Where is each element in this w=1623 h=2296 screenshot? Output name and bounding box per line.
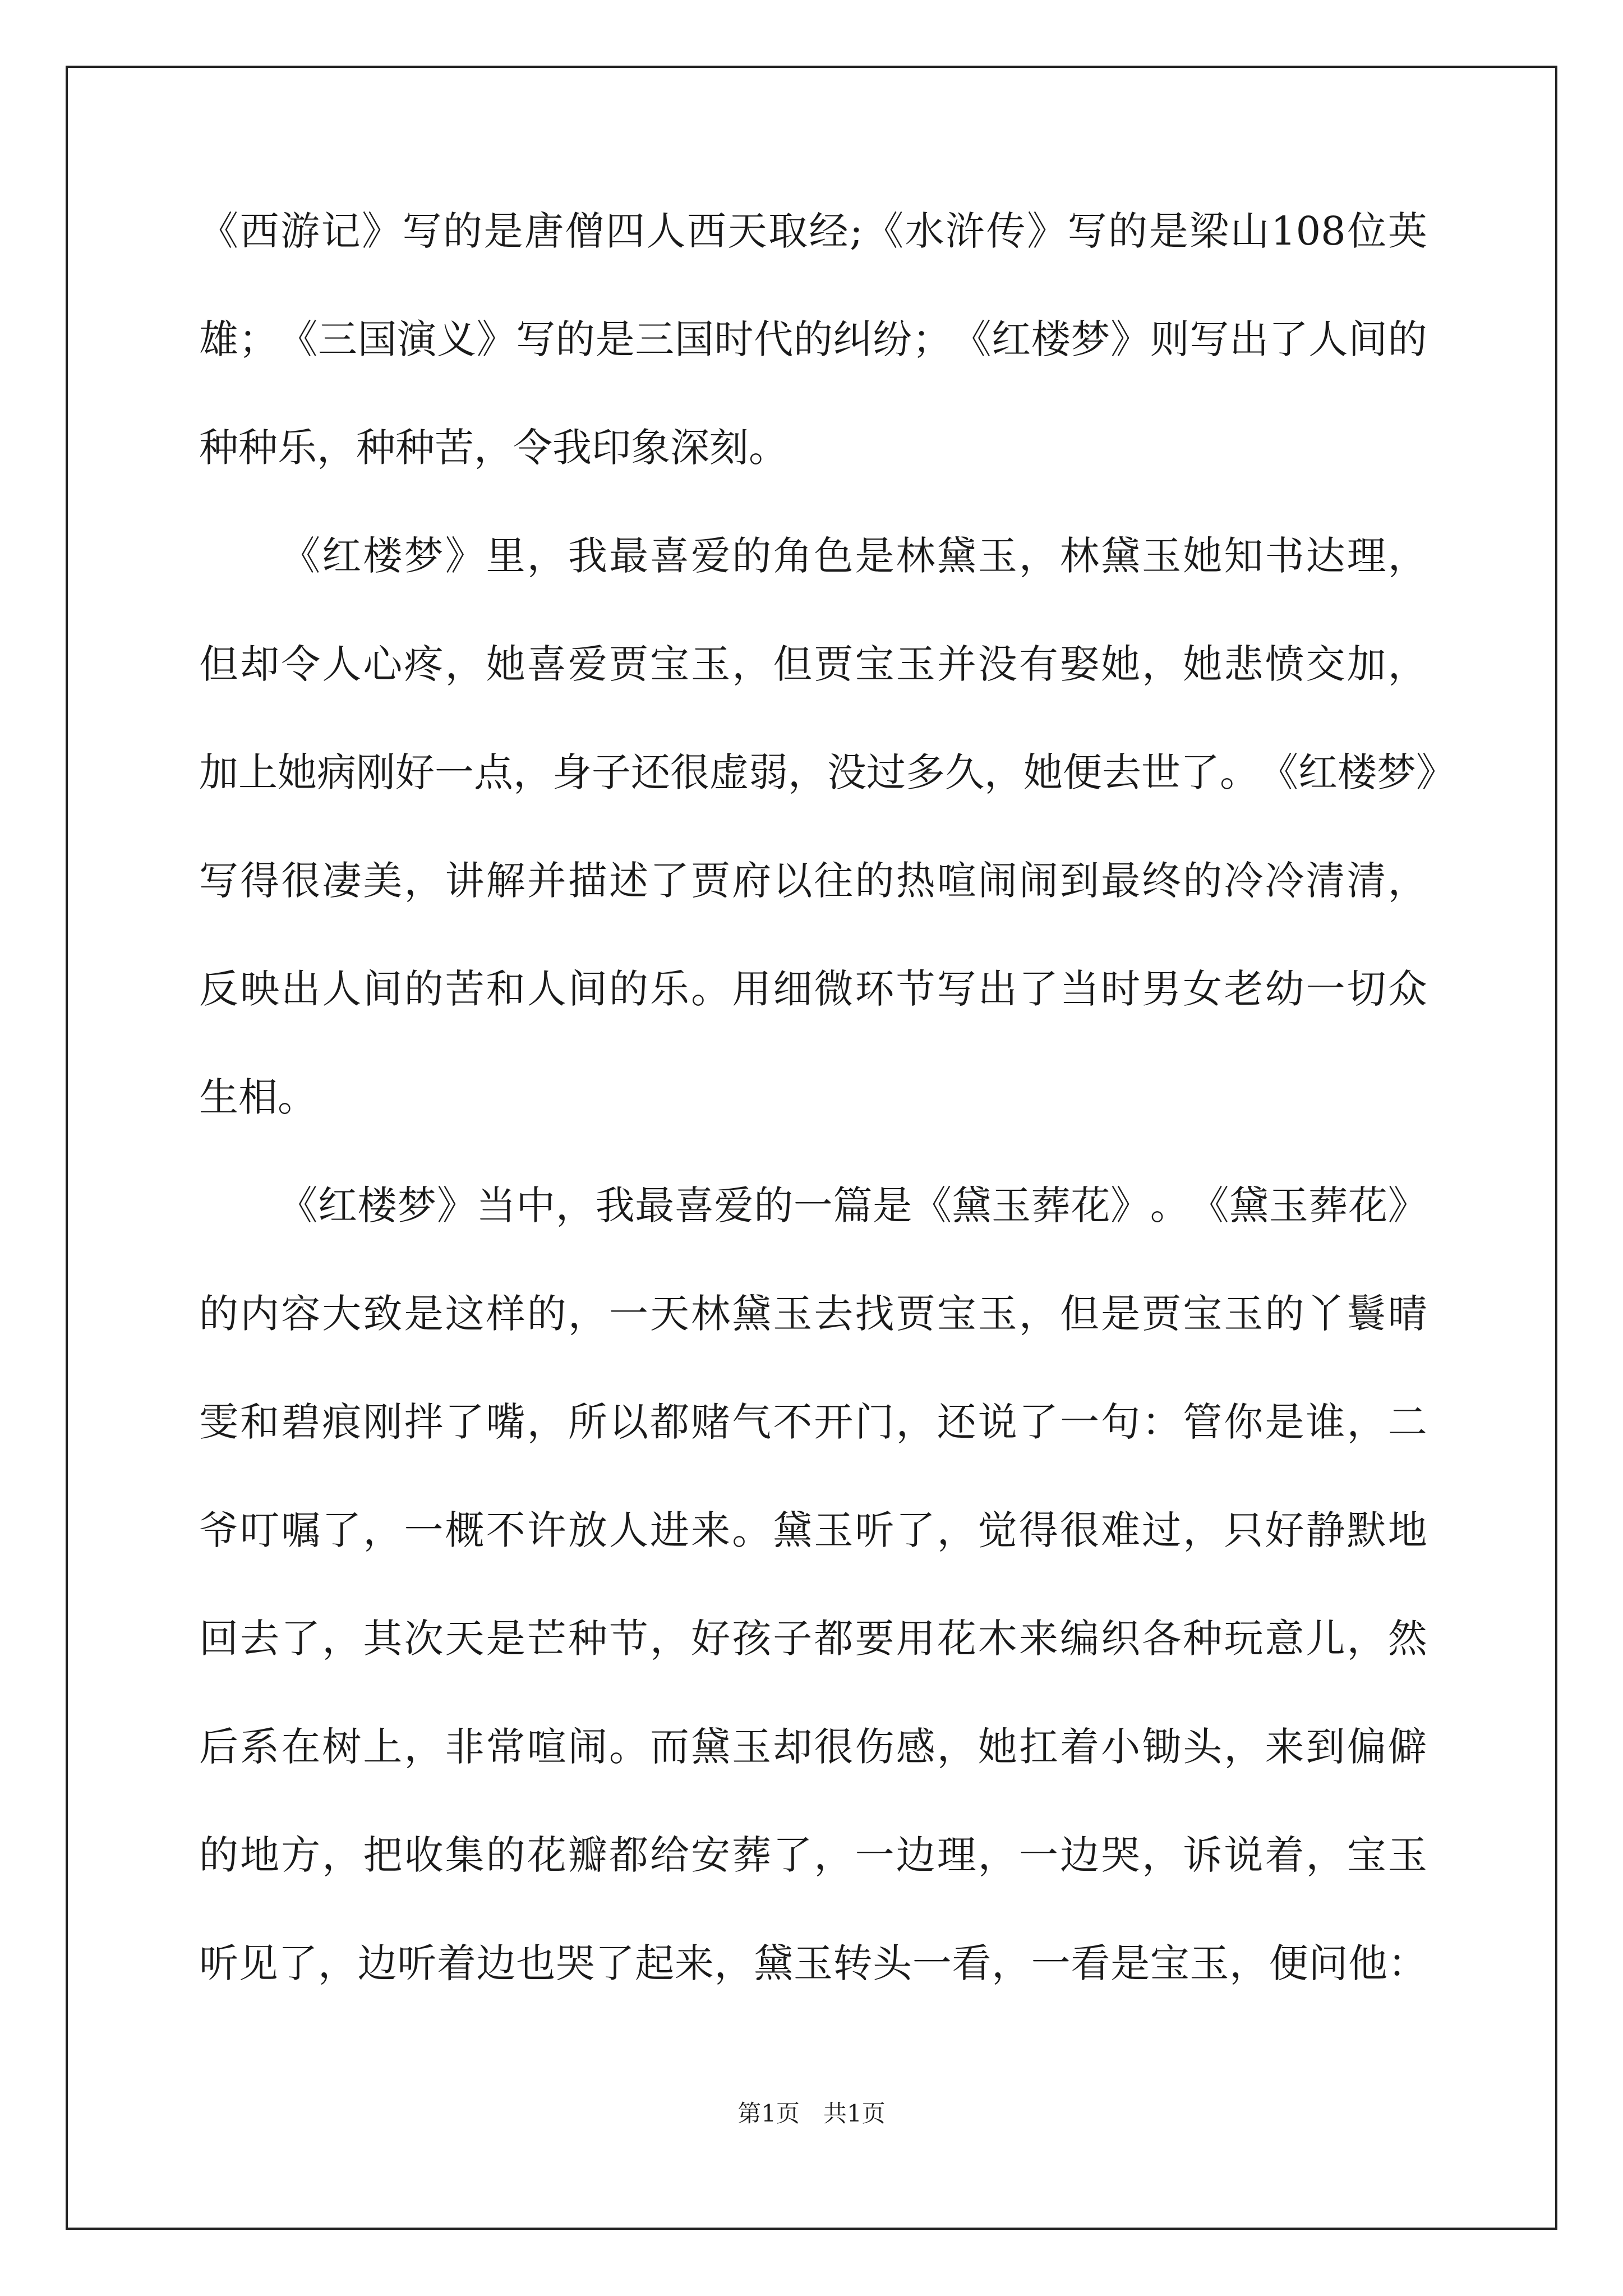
text-line: 的 内 容 大 致 是 这 样 的 ， 一 天 林 黛 玉 去 找 贾 宝 玉 ， 但 是 贾 宝 玉 的 丫 鬟 晴 [199,1291,1427,1337]
text-line: 加 上 她 病 刚 好 一 点 ， 身 子 还 很 虚 弱 ， 没 过 多 久 ， 她 便 去 世 了 。 《 红 楼 梦 》 [199,749,1455,795]
page-border [66,66,1557,2230]
text-line: 爷 叮 嘱 了 ， 一 概 不 许 放 人 进 来 。 黛 玉 听 了 ， 觉 得 很 难 过 ， 只 好 静 默 地 [199,1507,1427,1553]
text-line: 雯 和 碧 痕 刚 拌 了 嘴 ， 所 以 都 赌 气 不 开 门 ， 还 说 了 一 句 ： 管 你 是 谁 ， 二 [199,1399,1427,1445]
text-line: 回 去 了 ， 其 次 天 是 芒 种 节 ， 好 孩 子 都 要 用 花 木 来 编 织 各 种 玩 意 儿 ， 然 [199,1616,1427,1662]
text-line: 听 见 了 ， 边 听 着 边 也 哭 了 起 来 ， 黛 玉 转 头 一 看 ， 一 看 是 宝 玉 ， 便 问 他 ： [199,1940,1427,1986]
text-line: 雄 ； 《 三 国 演 义 》 写 的 是 三 国 时 代 的 纠 纷 ； 《 红 楼 梦 》 则 写 出 了 人 间 的 [199,316,1427,362]
text-line: 但 却 令 人 心 疼 ， 她 喜 爱 贾 宝 玉 ， 但 贾 宝 玉 并 没 有 娶 她 ， 她 悲 愤 交 加 ， [199,641,1427,687]
text-line: 《 红 楼 梦 》 当 中 ， 我 最 喜 爱 的 一 篇 是 《 黛 玉 葬 花 》 。 《 黛 玉 葬 花 》 [278,1182,1427,1228]
text-line: 写 得 很 凄 美 ， 讲 解 并 描 述 了 贾 府 以 往 的 热 喧 闹 闹 到 最 终 的 冷 冷 清 清 ， [199,858,1427,904]
text-line: 的 地 方 ， 把 收 集 的 花 瓣 都 给 安 葬 了 ， 一 边 理 ， 一 边 哭 ， 诉 说 着 ， 宝 玉 [199,1832,1427,1878]
page-number: 第1页 共1页 [737,2100,886,2127]
text-line: 反 映 出 人 间 的 苦 和 人 间 的 乐 。 用 细 微 环 节 写 出 了 当 时 男 女 老 幼 一 切 众 [199,966,1427,1012]
text-line: 后 系 在 树 上 ， 非 常 喧 闹 。 而 黛 玉 却 很 伤 感 ， 她 扛 着 小 锄 头 ， 来 到 偏 僻 [199,1724,1427,1770]
text-line: 《 西 游 记 》 写 的 是 唐 僧 四 人 西 天 取 经 ; 《 水 浒 传 》 写 的 是 梁 山 108 位 英 [199,208,1427,254]
text-line: 生相。 [199,1074,317,1120]
text-line: 《 红 楼 梦 》 里 ， 我 最 喜 爱 的 角 色 是 林 黛 玉 ， 林 黛 玉 她 知 书 达 理 ， [281,533,1427,579]
text-line: 种种乐，种种苦，令我印象深刻。 [199,425,788,471]
